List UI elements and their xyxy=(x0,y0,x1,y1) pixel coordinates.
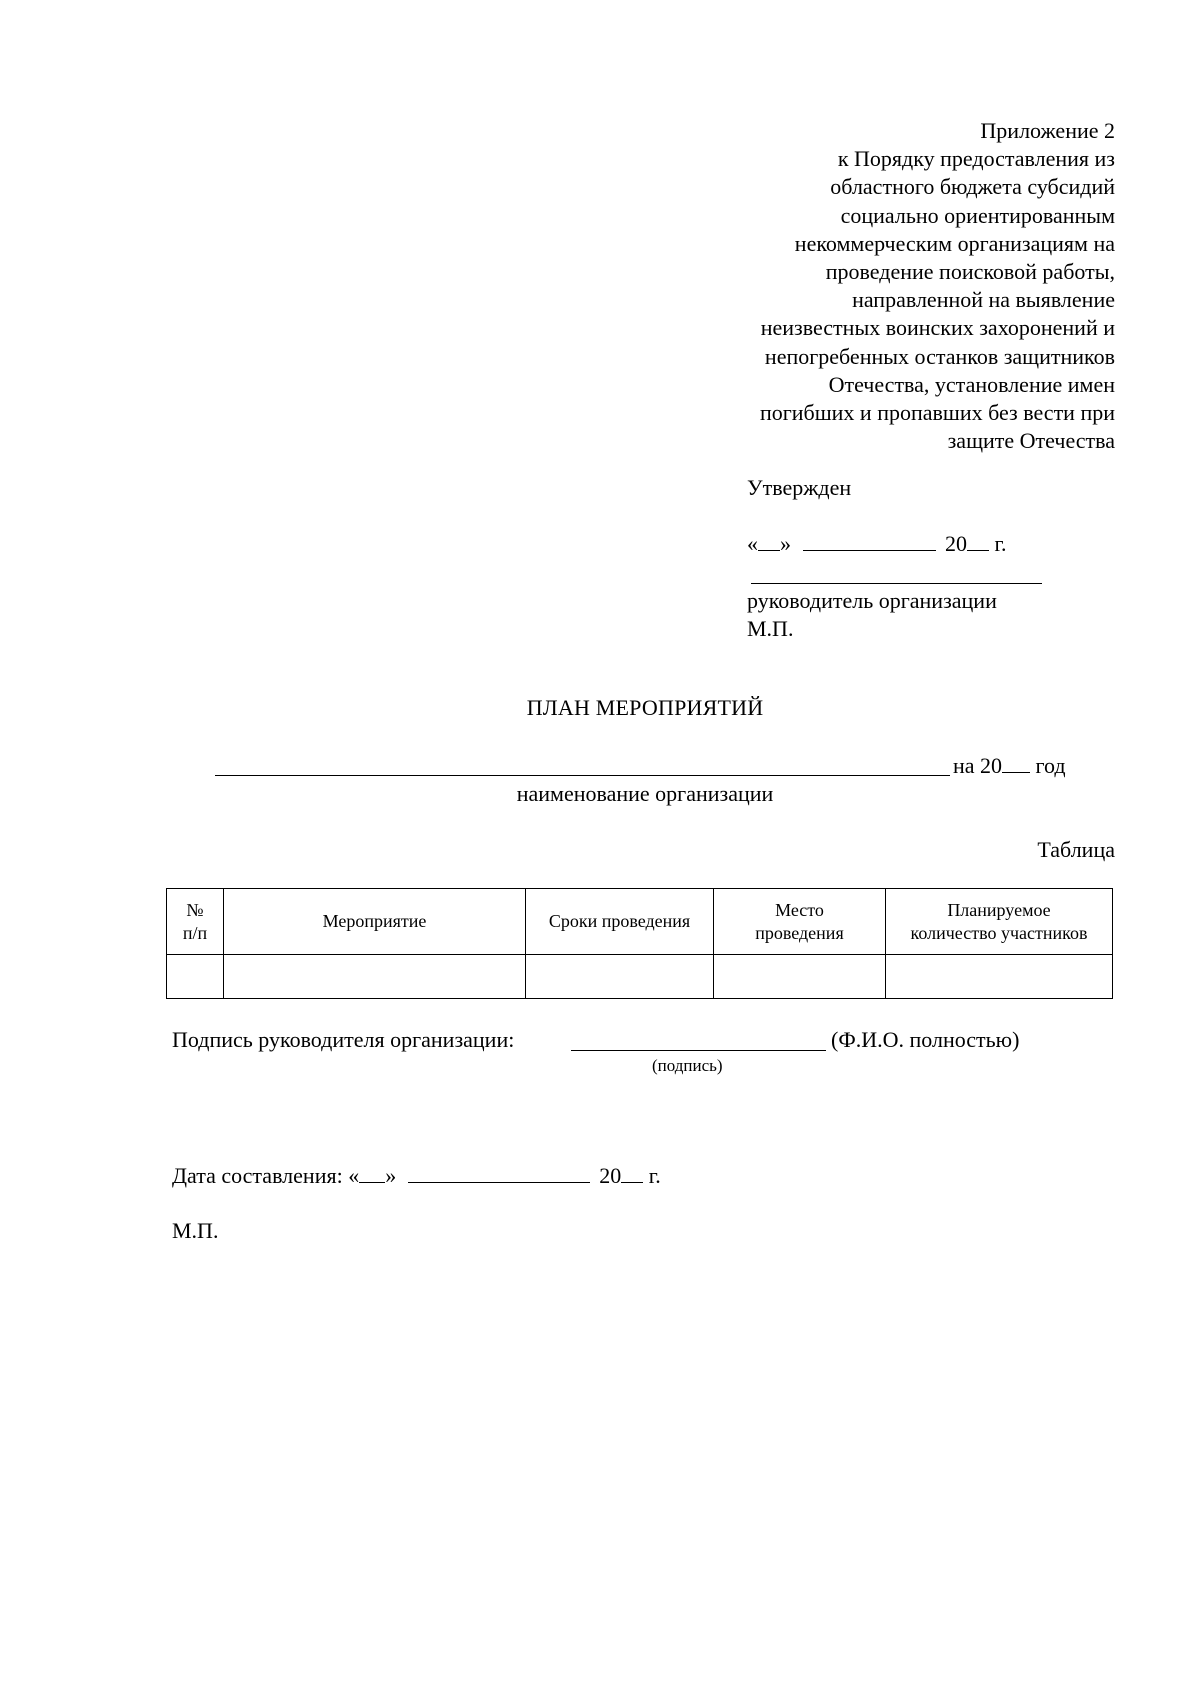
header-place-line2: проведения xyxy=(755,922,844,943)
compiled-year-suffix: г. xyxy=(643,1163,661,1188)
cell-event[interactable] xyxy=(224,955,526,999)
appendix-line: Приложение 2 xyxy=(980,118,1115,143)
table-header-row xyxy=(167,889,1113,955)
plan-year xyxy=(953,752,1066,779)
header-participants xyxy=(886,889,1113,955)
appendix-line: социально ориентированным xyxy=(840,202,1115,228)
compiled-date-label: Дата составления: « xyxy=(172,1163,360,1188)
appendix-line: защите Отечества xyxy=(947,428,1115,454)
header-number-line1: № xyxy=(186,899,204,920)
cell-place[interactable] xyxy=(714,955,886,999)
cell-number[interactable] xyxy=(167,955,224,999)
approval-date-open: « xyxy=(747,531,758,556)
approval-stamp: М.П. xyxy=(747,616,794,641)
approval-year-prefix: 20 xyxy=(945,531,967,556)
plan-year-prefix: на 20 xyxy=(953,753,1003,778)
header-dates: Сроки проведения xyxy=(526,889,714,955)
signature-fio-note: (Ф.И.О. полностью) xyxy=(831,1027,1020,1052)
appendix-line: к Порядку предоставления из xyxy=(837,146,1115,172)
organization-name-line[interactable] xyxy=(215,775,950,776)
table-row xyxy=(167,955,1113,999)
header-number-line2: п/п xyxy=(182,922,208,943)
appendix-line: Отечества, установление имен xyxy=(828,371,1115,397)
compiled-date-close: » xyxy=(385,1163,397,1188)
plan-year-blank[interactable] xyxy=(1002,752,1030,773)
signature-blank[interactable] xyxy=(571,1050,826,1051)
signature-caption: (подпись) xyxy=(652,1056,723,1075)
appendix-header xyxy=(760,117,1115,455)
header-participants-line1: Планируемое xyxy=(947,899,1051,920)
events-table xyxy=(166,888,1113,999)
approval-heading: Утвержден xyxy=(747,475,852,500)
appendix-line: неизвестных воинских захоронений и xyxy=(760,315,1115,341)
plan-year-suffix: год xyxy=(1030,753,1066,778)
header-event: Мероприятие xyxy=(224,889,526,955)
compiled-year-prefix: 20 xyxy=(599,1163,622,1188)
cell-dates[interactable] xyxy=(526,955,714,999)
appendix-line: некоммерческим организациям на xyxy=(794,230,1115,256)
signature-label: Подпись руководителя организации: xyxy=(172,1027,515,1052)
approval-day-blank[interactable] xyxy=(758,530,780,551)
appendix-line: областного бюджета субсидий xyxy=(830,174,1115,200)
organization-caption: наименование организации xyxy=(516,781,774,806)
appendix-line: непогребенных останков защитников xyxy=(764,343,1115,369)
appendix-line: проведение поисковой работы, xyxy=(825,259,1115,285)
header-place xyxy=(714,889,886,955)
compiled-year-blank[interactable] xyxy=(621,1162,643,1183)
approval-month-blank[interactable] xyxy=(803,530,936,551)
table-label: Таблица xyxy=(1037,837,1115,862)
approval-date-line xyxy=(747,530,1007,557)
plan-title: ПЛАН МЕРОПРИЯТИЙ xyxy=(526,695,764,720)
compiled-month-blank[interactable] xyxy=(408,1162,590,1183)
header-participants-line2: количество участников xyxy=(910,922,1088,943)
header-place-line1: Место xyxy=(775,899,824,920)
header-number xyxy=(167,889,224,955)
approval-signature-line[interactable] xyxy=(751,583,1042,584)
approval-year-suffix: г. xyxy=(989,531,1007,556)
compiled-day-blank[interactable] xyxy=(359,1162,385,1183)
appendix-line: направленной на выявление xyxy=(852,287,1115,313)
approval-role: руководитель организации xyxy=(747,588,997,613)
compiled-stamp: М.П. xyxy=(172,1218,219,1243)
compiled-date-line xyxy=(172,1162,661,1189)
approval-year-blank[interactable] xyxy=(967,530,989,551)
cell-participants[interactable] xyxy=(886,955,1113,999)
approval-date-close: » xyxy=(780,531,791,556)
appendix-line: погибших и пропавших без вести при xyxy=(759,400,1115,426)
